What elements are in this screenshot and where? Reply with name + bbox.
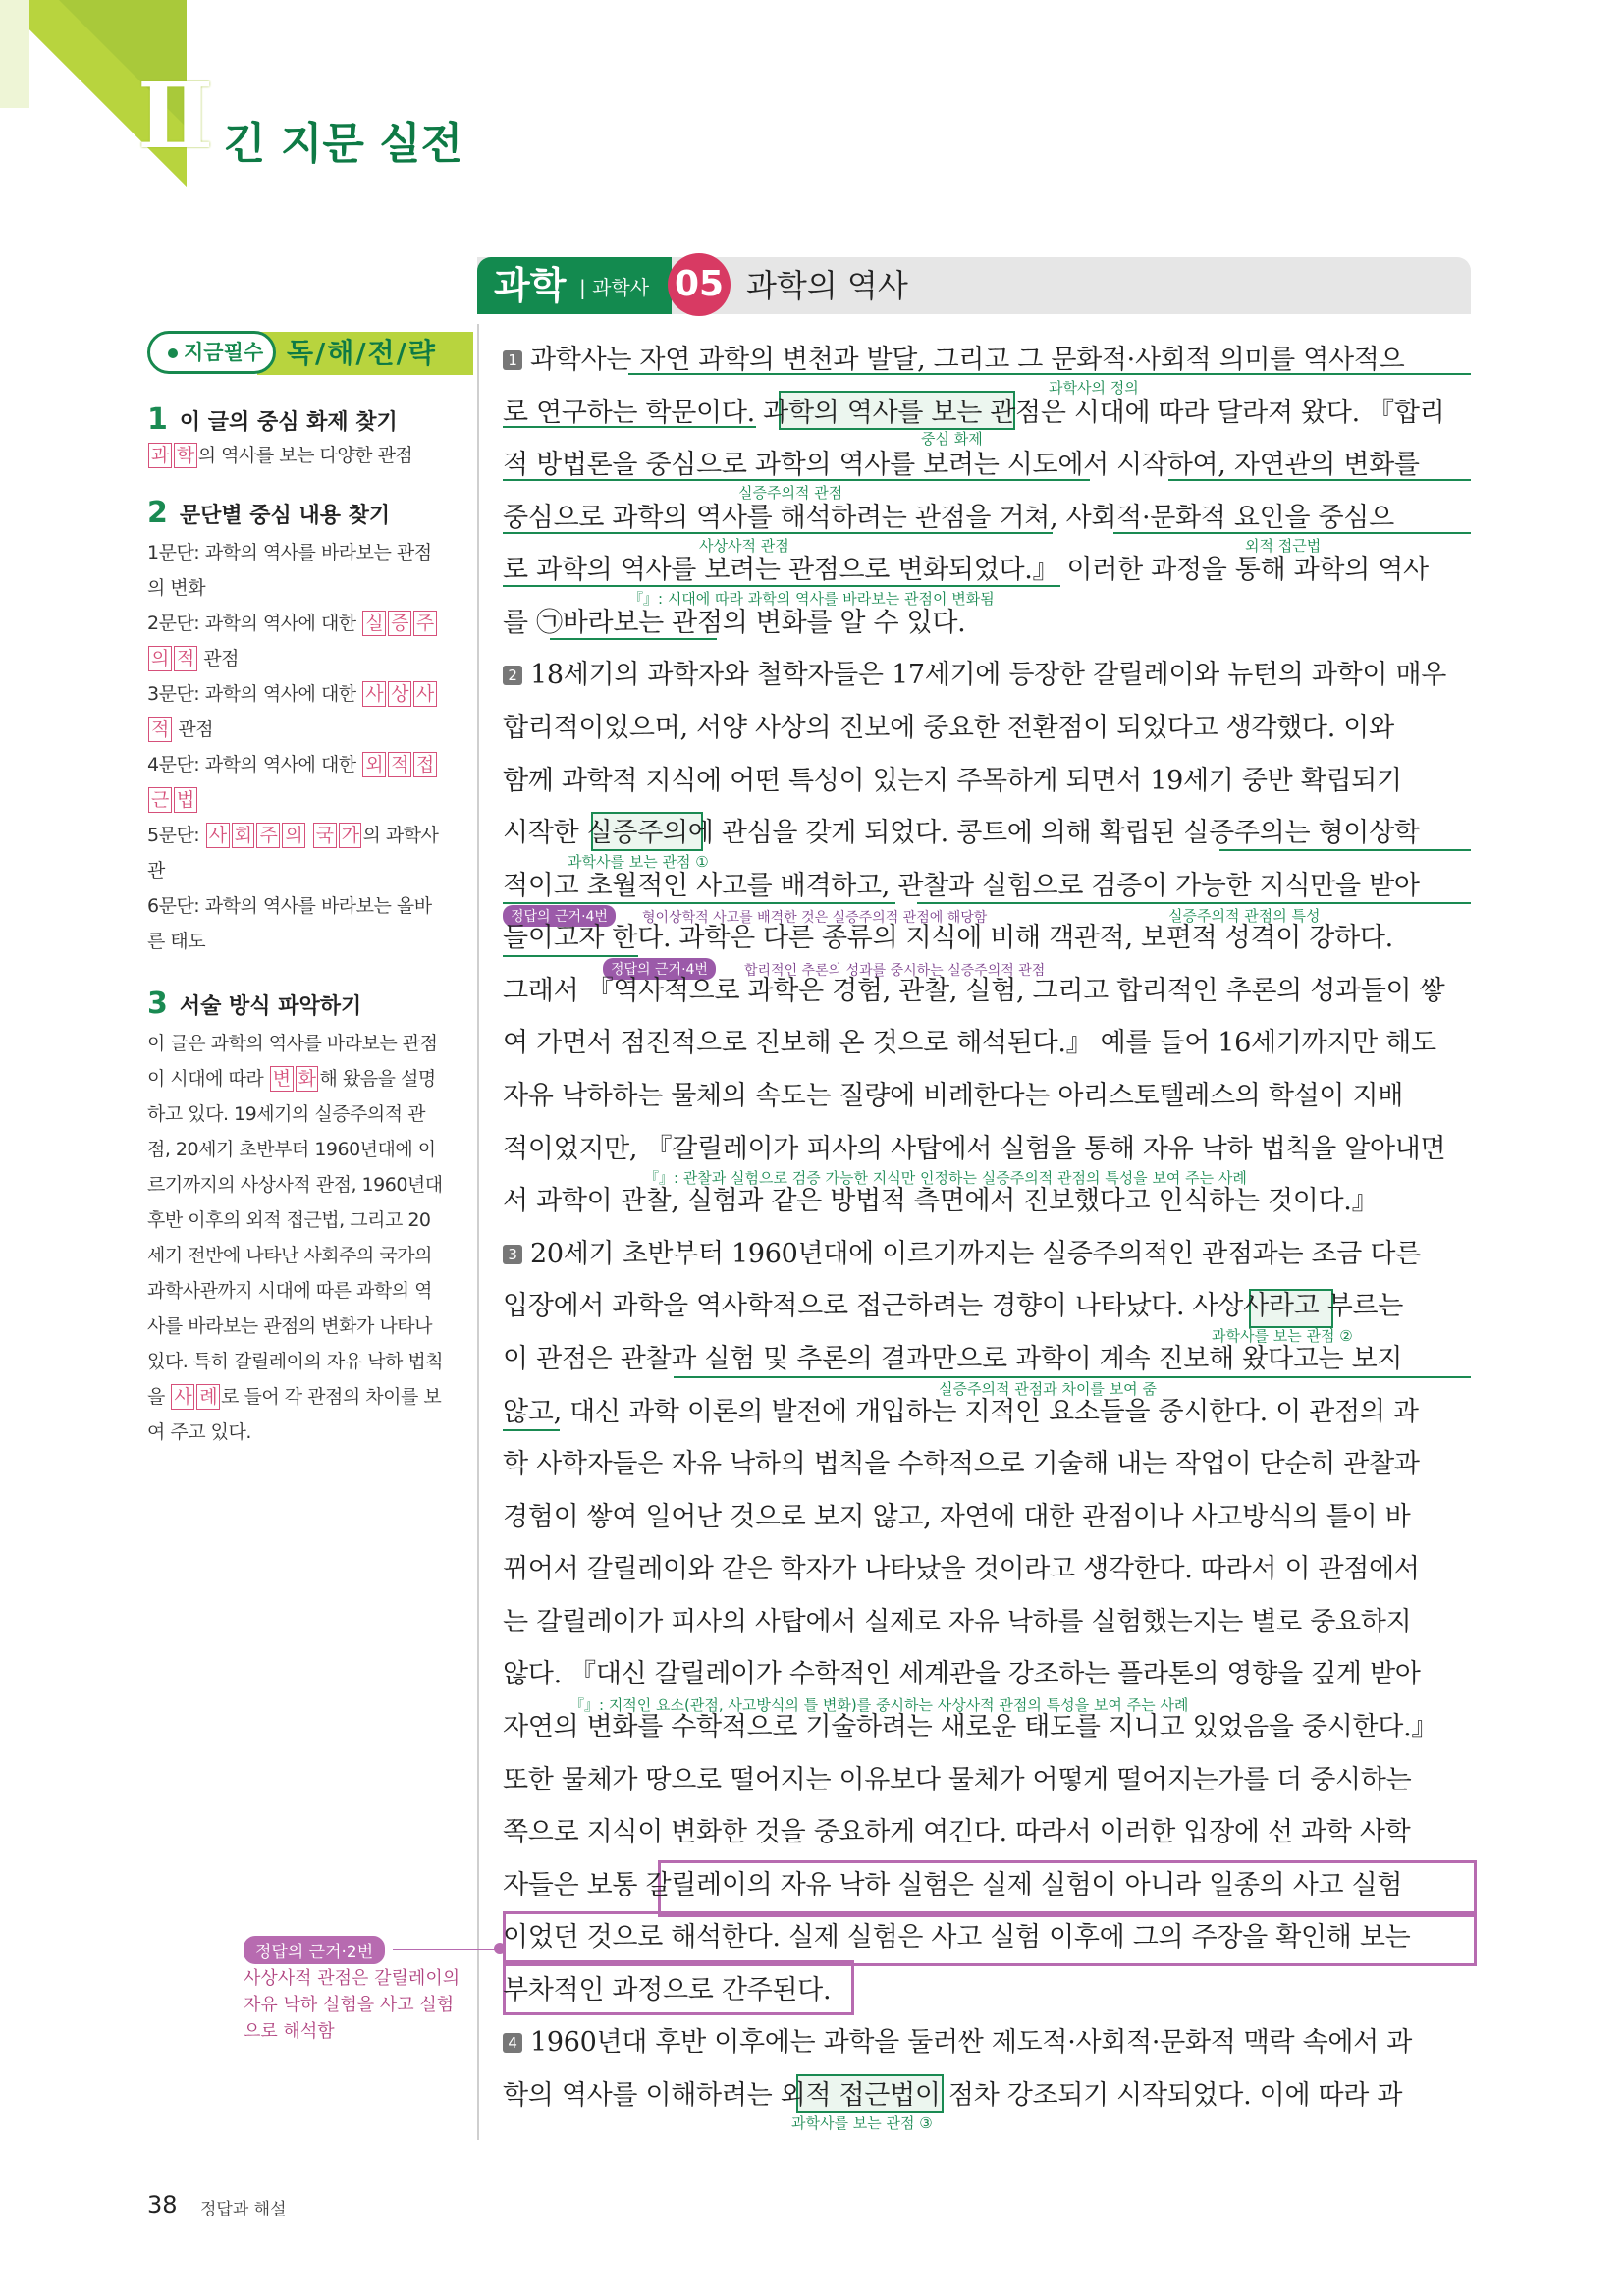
passage-line: 1 과학사는 자연 과학의 변천과 발달, 그리고 그 문화적·사회적 의미를 역사적으 xyxy=(503,338,1473,376)
subcategory-label: | 과학사 xyxy=(579,276,650,299)
passage-line: 합리적이었으며, 서양 사상의 진보에 중요한 전환점이 되었다고 생각했다. 이와 xyxy=(503,713,1394,743)
summary-p6: 6문단: 과학의 역사를 바라보는 올바른 태도 xyxy=(147,895,432,952)
passage-line: 학의 역사를 이해하려는 외적 접근법이 점차 강조되기 시작되었다. 이에 따라 과 xyxy=(503,2080,1403,2110)
passage-line: 2 18세기의 과학자와 철학자들은 17세기에 등장한 갈릴레이와 뉴턴의 과학이 매우 xyxy=(503,653,1473,691)
summary-p3: 3문단: 과학의 역사에 대한 사 상 사적 관점 xyxy=(147,676,447,747)
passage-line: 부차적인 과정으로 간주된다. xyxy=(503,1975,832,2005)
paragraph-number-icon: 3 xyxy=(503,1245,522,1264)
underline xyxy=(917,902,1471,904)
annotation: 실증주의적 관점과 차이를 보여 줌 xyxy=(939,1380,1157,1398)
passage-line: 로 과학의 역사를 보려는 관점으로 변화되었다.』 이러한 과정을 통해 과학의 역사 xyxy=(503,555,1429,585)
passage-line: 입장에서 과학을 역사학적으로 접근하려는 경향이 나타났다. 사상사라고 부르는 xyxy=(503,1291,1404,1321)
passage-line: 들이고자 한다. 과학은 다른 종류의 지식에 비해 객관적, 보편적 성격이 강하다. xyxy=(503,923,1393,953)
passage-line: 않다. 『대신 갈릴레이가 수학적인 세계관을 강조하는 플라톤의 영향을 깊게 받아 xyxy=(503,1659,1421,1689)
passage-line: 3 20세기 초반부터 1960년대에 이르기까지는 실증주의적인 관점과는 조금 다른 xyxy=(503,1232,1473,1270)
underline xyxy=(503,955,638,957)
sidebar-section-2-body xyxy=(147,535,447,959)
passage-line: 자연의 변화를 수학적으로 기술하려는 새로운 태도를 지니고 있었음을 중시한다.』 xyxy=(503,1712,1438,1742)
passage-number: 05 xyxy=(668,253,731,316)
passage-line: 않고, 대신 과학 이론의 발전에 개입하는 지적인 요소들을 중시한다. 이 관점의 과 xyxy=(503,1397,1419,1427)
section-title: 긴 지문 실전 xyxy=(224,119,463,169)
evidence-tag-inline: 정답의 근거·4번 xyxy=(503,905,616,927)
passage-line: 함께 과학적 지식에 어떤 특성이 있는지 주목하게 되면서 19세기 중반 확립되기 xyxy=(503,766,1402,796)
footer-label: 정답과 해설 xyxy=(200,2200,287,2219)
passage-line: 여 가면서 점진적으로 진보해 온 것으로 해석된다.』 예를 들어 16세기까지만 해도 xyxy=(503,1028,1436,1058)
sidebar-section-1-heading: 1 이 글의 중심 화제 찾기 xyxy=(147,402,398,437)
passage-line: 또한 물체가 땅으로 떨어지는 이유보다 물체가 어떻게 떨어지는가를 더 중시하는 xyxy=(503,1765,1412,1795)
passage-line: 학 사학자들은 자유 낙하의 법칙을 수학적으로 기술해 내는 작업이 단순히 관찰과 xyxy=(503,1449,1420,1479)
annotation: 실증주의적 관점의 특성 xyxy=(1168,907,1321,925)
passage-line: 서 과학이 관찰, 실험과 같은 방법적 측면에서 진보했다고 인식하는 것이다.』 xyxy=(503,1186,1379,1216)
annotation: 『』: 관찰과 실험으로 검증 가능한 지식만 인정하는 실증주의적 관점의 특성을 보여 주는 사례 xyxy=(644,1169,1247,1187)
annotation: 사상사적 관점 xyxy=(699,537,789,555)
annotation: 실증주의적 관점 xyxy=(738,484,843,502)
evidence-note: 사상사적 관점은 갈릴레이의 자유 낙하 실험을 사고 실험으로 해석함 xyxy=(244,1968,460,2042)
underline xyxy=(503,902,895,904)
evidence-connector xyxy=(393,1949,501,1950)
annotation: 과학사를 보는 관점 ② xyxy=(1212,1327,1353,1345)
passage-line: 쪽으로 지식이 변화한 것을 중요하게 여긴다. 따라서 이러한 입장에 선 과학 사학 xyxy=(503,1817,1411,1847)
subject-label: 과학 xyxy=(494,264,567,307)
annotation: 『』: 시대에 따라 과학의 역사를 바라보는 관점이 변화됨 xyxy=(628,590,995,608)
section-numeral: Ⅱ xyxy=(137,63,208,169)
sidebar-section-1-body: 과 학 의 역사를 보는 다양한 관점 xyxy=(147,438,447,473)
summary-p1: 1문단: 과학의 역사를 바라보는 관점의 변화 xyxy=(147,542,432,599)
must-now-badge: 지금필수 xyxy=(147,331,276,374)
passage-line: 뀌어서 갈릴레이와 같은 학자가 나타났을 것이라고 생각한다. 따라서 이 관점에서 xyxy=(503,1554,1420,1584)
page-number: 38 xyxy=(147,2191,178,2218)
passage-line: 자유 낙하하는 물체의 속도는 질량에 비례한다는 아리스토텔레스의 학설이 지배 xyxy=(503,1081,1404,1111)
passage-line: 이었던 것으로 해석한다. 실제 실험은 사고 실험 이후에 그의 주장을 확인해 보는 xyxy=(503,1922,1411,1952)
paragraph-number-icon: 1 xyxy=(503,350,522,370)
passage-line: 중심으로 과학의 역사를 해석하려는 관점을 거쳐, 사회적·문화적 요인을 중심으 xyxy=(503,503,1394,533)
bullet-icon xyxy=(168,348,178,358)
passage-line: 는 갈릴레이가 피사의 사탑에서 실제로 자유 낙하를 실험했는지는 별로 중요하지 xyxy=(503,1607,1412,1637)
sidebar-section-2-heading: 2 문단별 중심 내용 찾기 xyxy=(147,496,391,530)
sidebar-section-3-body: 이 글은 과학의 역사를 바라보는 관점이 시대에 따라 변 화 해 왔음을 설명하고 있다. 19세기의 실증주의적 관점, 20세기 초반부터 1960년대에 이르기까지의 사상사적 관점, 1960년대 후반 이후의 외적 접근법, 그리고 20세기 전반에 나타난 사회주의 국가의 과학사관까지 시대에 따른 과학의 역사를 바라보는 관점의 변화가 나타나 있다. 특히 갈릴레이의 자유 낙하 법칙을 사 례 로 들어 각 관점의 차이를 보여 주고 있다. xyxy=(147,1033,444,1443)
passage-line: 시작한 실증주의에 관심을 갖게 되었다. 콩트에 의해 확립된 실증주의는 형이상학 xyxy=(503,818,1420,848)
summary-p4: 4문단: 과학의 역사에 대한 외 적 접근 법 xyxy=(147,747,447,818)
evidence-note-inline: 합리적인 추론의 성과를 중시하는 실증주의적 관점 xyxy=(744,963,1046,979)
passage-line: 적 방법론을 중심으로 과학의 역사를 보려는 시도에서 시작하여, 자연관의 변화를 xyxy=(503,450,1420,480)
annotation: 외적 접근법 xyxy=(1245,537,1322,555)
sidebar-section-3-heading: 3 서술 방식 파악하기 xyxy=(147,987,362,1021)
passage-line: 로 연구하는 학문이다. 과학의 역사를 보는 관점은 시대에 따라 달라져 왔다. 『합리 xyxy=(503,398,1445,428)
passage-line: 그래서 『역사적으로 과학은 경험, 관찰, 실험, 그리고 합리적인 추론의 성과들이 쌓 xyxy=(503,976,1445,1006)
passage-line: 적이었지만, 『갈릴레이가 피사의 사탑에서 실험을 통해 자유 낙하 법칙을 알아내면 xyxy=(503,1134,1446,1164)
summary-p2: 2문단: 과학의 역사에 대한 실 증 주의 적 관점 xyxy=(147,606,447,676)
passage-line: 경험이 쌓여 일어난 것으로 보지 않고, 자연에 대한 관점이나 사고방식의 틀이 바 xyxy=(503,1502,1411,1532)
passage-line: 적이고 초월적인 사고를 배격하고, 관찰과 실험으로 검증이 가능한 지식만을 받아 xyxy=(503,871,1420,901)
evidence-note-inline: 형이상학적 사고를 배격한 것은 실증주의적 관점에 해당함 xyxy=(642,910,988,926)
passage-line: 이 관점은 관찰과 실험 및 추론의 결과만으로 과학이 계속 진보해 왔다고는 보지 xyxy=(503,1344,1403,1374)
annotation: 과학사를 보는 관점 ③ xyxy=(791,2114,933,2132)
paragraph-number-icon: 4 xyxy=(503,2033,522,2053)
strategy-title: 독/해/전/략 xyxy=(287,337,437,369)
evidence-tag-inline: 정답의 근거·4번 xyxy=(603,958,716,980)
annotation: 과학사를 보는 관점 ① xyxy=(568,853,709,871)
underline xyxy=(503,1429,560,1431)
annotation: 중심 화제 xyxy=(921,430,983,448)
paragraph-number-icon: 2 xyxy=(503,666,522,685)
column-divider xyxy=(477,324,479,2140)
evidence-tag: 정답의 근거·2번 xyxy=(244,1936,385,1964)
annotation: 『』: 지적인 요소(관점, 사고방식의 틀 변화)를 중시하는 사상사적 관점의 특성을 보여 주는 사례 xyxy=(569,1696,1189,1714)
passage-line: 자들은 보통 갈릴레이의 자유 낙하 실험은 실제 실험이 아니라 일종의 사고 실험 xyxy=(503,1870,1403,1900)
underline xyxy=(1219,849,1471,851)
annotation: 과학사의 정의 xyxy=(1049,379,1139,397)
passage-title: 과학의 역사 xyxy=(746,267,908,304)
passage-line: 를 ㉠바라보는 관점의 변화를 알 수 있다. xyxy=(503,608,966,638)
passage-line: 4 1960년대 후반 이후에는 과학을 둘러싼 제도적·사회적·문화적 맥락 속에서 과 xyxy=(503,2020,1473,2058)
summary-p5: 5문단: 사 회 주 의 국 가 의 과학사관 xyxy=(147,825,439,881)
